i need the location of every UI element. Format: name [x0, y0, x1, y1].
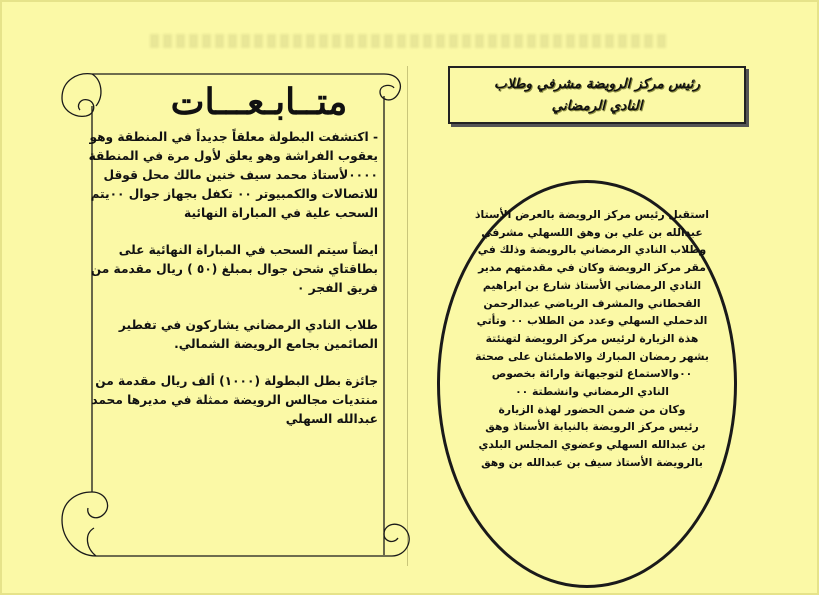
article-title-line: رئيس مركز الرويضة مشرفي وطلاب: [494, 76, 700, 92]
faded-header-bleed: [150, 34, 670, 48]
paragraph-commentator: - اكتشفت البطولة معلقاً جديداً في المنطقة وهو يعقوب الفراشة وهو يعلق لأول مرة في المنطقة ٠٠٠٠لأستاذ محمد سيف خنين مالك محل قوقل للاتصالات والكمبيوتر ٠٠ تكفل بجهاز جوال ٠٠يتم السحب علية في المباراة النهائية: [88, 130, 378, 220]
article-line: بشهر رمضان المبارك والاطمئنان على صحتة: [475, 349, 709, 363]
article-line: وطلاب النادي الرمضاني بالرويضة وذلك في: [477, 243, 707, 257]
article-title-box: [448, 66, 746, 124]
section-title-follow-ups: متــابـعـــات: [170, 81, 348, 123]
paragraph-prize: جائزة بطل البطولة (١٠٠٠) ألف ريال مقدمة من منتديات مجالس الرويضة ممثلة في مديرها محمد عبدالله السهلي: [91, 374, 378, 426]
fold-line: [407, 66, 408, 566]
article-line: رئيس مركز الرويضة بالنيابة الأستاذ وهق: [485, 420, 699, 434]
article-line: استقبل رئيس مركز الرويضة بالعرض الأستاذ: [475, 208, 709, 221]
article-line: هذة الزيارة لرئيس مركز الرويضة لتهنئتة: [485, 331, 699, 345]
article-line: النادي الرمضاني وانشطتة ٠٠: [515, 385, 669, 399]
article-line: الدحملي السهلي وعدد من الطلاب ٠٠ وتأتي: [476, 314, 708, 328]
article-line: وكان من ضمن الحضور لهذة الزيارة: [498, 402, 686, 416]
article-line: القحطاني والمشرف الرياضي عبدالرحمن: [483, 296, 701, 310]
article-line: بالرويضة الأستاذ سيف بن عبدالله بن وهق: [481, 455, 703, 469]
article-line: بن عبدالله السهلي وعضوي المجلس البلدي: [478, 438, 706, 452]
article-line: مقر مركز الرويضة وكان في مقدمتهم مدير: [478, 261, 706, 275]
follow-ups-body: [78, 128, 378, 447]
article-line: النادي الرمضاني الأستاذ شارع بن ابراهيم: [482, 278, 702, 292]
article-body: [458, 206, 726, 472]
paragraph-raffle: ايضاً سيتم السحب في المباراة النهائية على بطاقتاي شحن جوال بمبلغ (٥٠ ) ريال مقدمة من فريق الفجر ٠: [90, 243, 378, 295]
paragraph-iftar: طلاب النادي الرمضاني يشاركون في تفطير الصائمين بجامع الرويضة الشمالي.: [118, 318, 378, 351]
article-line: ٠٠والاستماع لتوجيهاتة وارائة بخصوص: [491, 367, 693, 381]
article-title-line: النادي الرمضاني: [551, 98, 643, 114]
article-line: عبدالله بن علي بن وهق اللسهلي مشرفي: [481, 225, 703, 239]
